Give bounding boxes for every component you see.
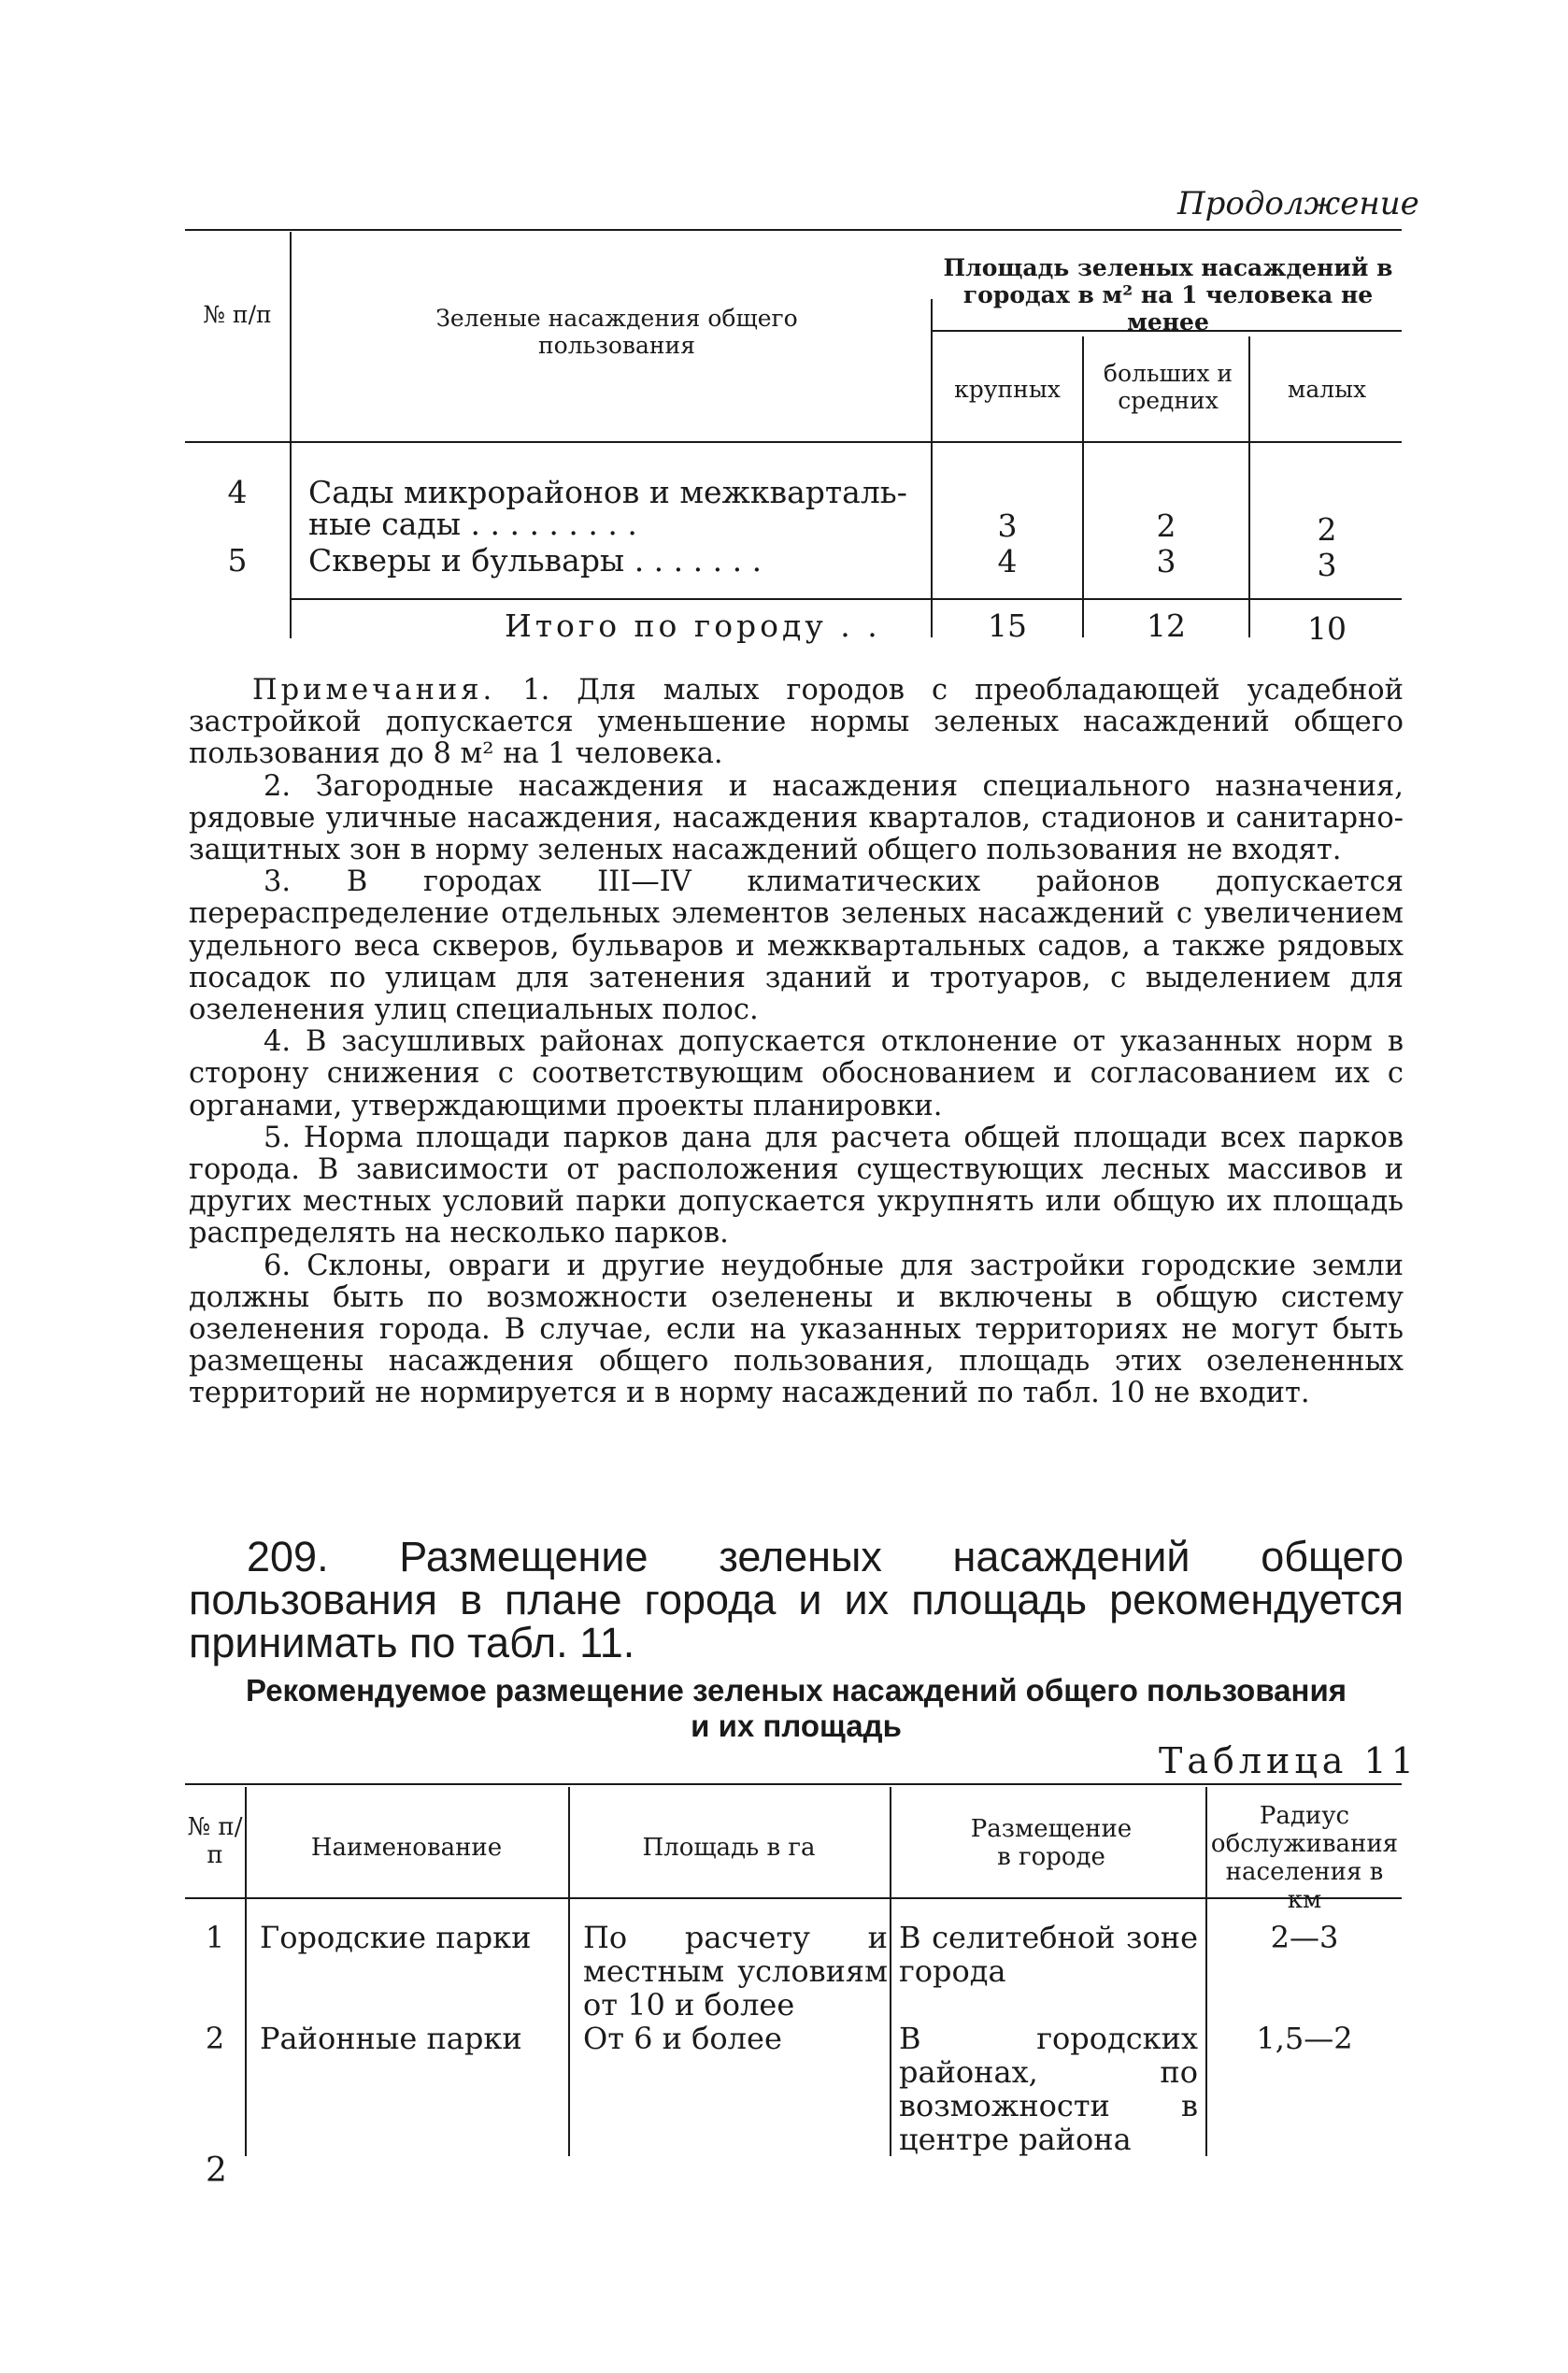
section-text: 209. Размещение зеленых насаждений общего пользования в плане города и их площадь рекомендуется принимать по табл. 11. — [189, 1533, 1404, 1666]
table-11-title — [189, 1673, 1404, 1744]
row-num: 1 — [205, 1920, 225, 1955]
table-top-rule — [185, 1783, 1402, 1785]
table-divider — [1248, 336, 1250, 637]
cell-large: 3 — [997, 507, 1018, 544]
continuation-label: Продолжение — [1177, 185, 1419, 222]
table-top-rule — [185, 229, 1402, 231]
header-name: Зеленые насаждения общего пользования — [435, 305, 798, 359]
row-radius: 2—3 — [1270, 1920, 1339, 1955]
header-large: крупных — [954, 376, 1061, 403]
notes — [189, 675, 1404, 1410]
row-name: Городские парки — [260, 1920, 532, 1955]
notes-title: Примечания. — [252, 674, 496, 707]
cell-small: 3 — [1317, 547, 1337, 583]
header-small: малых — [1287, 376, 1367, 403]
table-title-line: и их площадь — [691, 1708, 902, 1743]
row-placement: В селитебной зоне города — [899, 1920, 1198, 1989]
note-6: 6. Склоны, овраги и другие неудобные для застройки городские земли должны быть по возможности озеленены и включены в общую систему озеленения города. В случае, если на указанных территориях не могут быть размещены насаждения общего пользования, площадь этих озелененных территорий не нормируется и в норму насаждений по табл. 10 не входит. — [189, 1249, 1404, 1410]
section-209 — [189, 1533, 1404, 1666]
total-small: 10 — [1307, 610, 1347, 647]
table-total-rule — [290, 598, 1402, 600]
row-name: Районные парки — [260, 2021, 522, 2056]
row-num: 2 — [205, 2021, 225, 2056]
table-divider — [890, 1787, 891, 2156]
total-label: Итого по городу . . — [505, 608, 881, 644]
header-big-medium: больших и средних — [1103, 360, 1233, 414]
table-divider — [931, 299, 933, 637]
header-name: Наименование — [310, 1834, 503, 1862]
note-2: 2. Загородные насаждения и насаждения специального назначения, рядовые уличные насаждения, насаждения кварталов, стадионов и санитарно-защитных зон в норму зеленых насаждений общего пользования не входят. — [189, 769, 1404, 867]
header-area: Площадь в га — [642, 1834, 816, 1862]
note-4: 4. В засушливых районах допускается отклонение от указанных норм в сторону снижения с соответствующим обоснованием и согласованием их с органами, утверждающими проекты планировки. — [189, 1025, 1404, 1122]
header-area: Площадь зеленых насаждений в городах в м² на 1 человека не менее — [943, 254, 1393, 336]
row-num: 4 — [227, 474, 248, 510]
page-number: 2 — [206, 2151, 227, 2190]
row-area: От 6 и более — [583, 2021, 782, 2056]
table-divider — [1082, 336, 1084, 637]
header-radius: Радиус обслуживания населения в км — [1210, 1802, 1399, 1914]
table-divider — [290, 232, 292, 638]
row-name — [308, 474, 925, 542]
total-big-medium: 12 — [1147, 608, 1186, 644]
header-placement: Размещение в городе — [970, 1815, 1133, 1871]
total-large: 15 — [988, 608, 1027, 644]
cell-big-medium: 2 — [1156, 507, 1176, 544]
row-radius: 1,5—2 — [1256, 2021, 1353, 2056]
cell-large: 4 — [997, 543, 1018, 579]
cell-small: 2 — [1317, 511, 1337, 548]
table-11-label: Таблица 11 — [1159, 1740, 1418, 1781]
cell-big-medium: 3 — [1156, 543, 1176, 579]
note-1 — [189, 675, 1404, 771]
note-3: 3. В городах III—IV климатических районов допускается перераспределение отдельных элементов зеленых насаждений с увеличением удельного веса скверов, бульваров и межквартальных садов, а также рядовых посадок по улицам для затенения зданий и тротуаров, с выделением для озеленения улиц специальных полос. — [189, 865, 1404, 1027]
row-name: Скверы и бульвары . . . . . . . — [308, 542, 763, 579]
row-placement: В городских районах, по возможности в центре района — [899, 2021, 1198, 2157]
header-num: № п/п — [187, 1813, 243, 1869]
row-area: По расчету и местным условиям от 10 и более — [583, 1920, 888, 2023]
row-name-line: Сады микрорайонов и межкварталь- — [308, 474, 907, 510]
note-5: 5. Норма площади парков дана для расчета общей площади всех парков города. В зависимости от расположения существующих лесных массивов и других местных условий парки допускается укрупнять или общую их площадь распределять на несколько парков. — [189, 1121, 1404, 1251]
table-title-line: Рекомендуемое размещение зеленых насаждений общего пользования — [246, 1673, 1347, 1708]
row-num: 5 — [227, 542, 248, 579]
header-num: № п/п — [203, 301, 272, 328]
note-text: 1. Для малых городов с преобладающей усадебной застройкой допускается уменьшение нормы зеленых насаждений общего пользования до 8 м² на 1 человека. — [189, 674, 1404, 771]
row-name-line: ные сады . . . . . . . . . — [308, 506, 637, 542]
table-header-rule — [185, 441, 1402, 443]
